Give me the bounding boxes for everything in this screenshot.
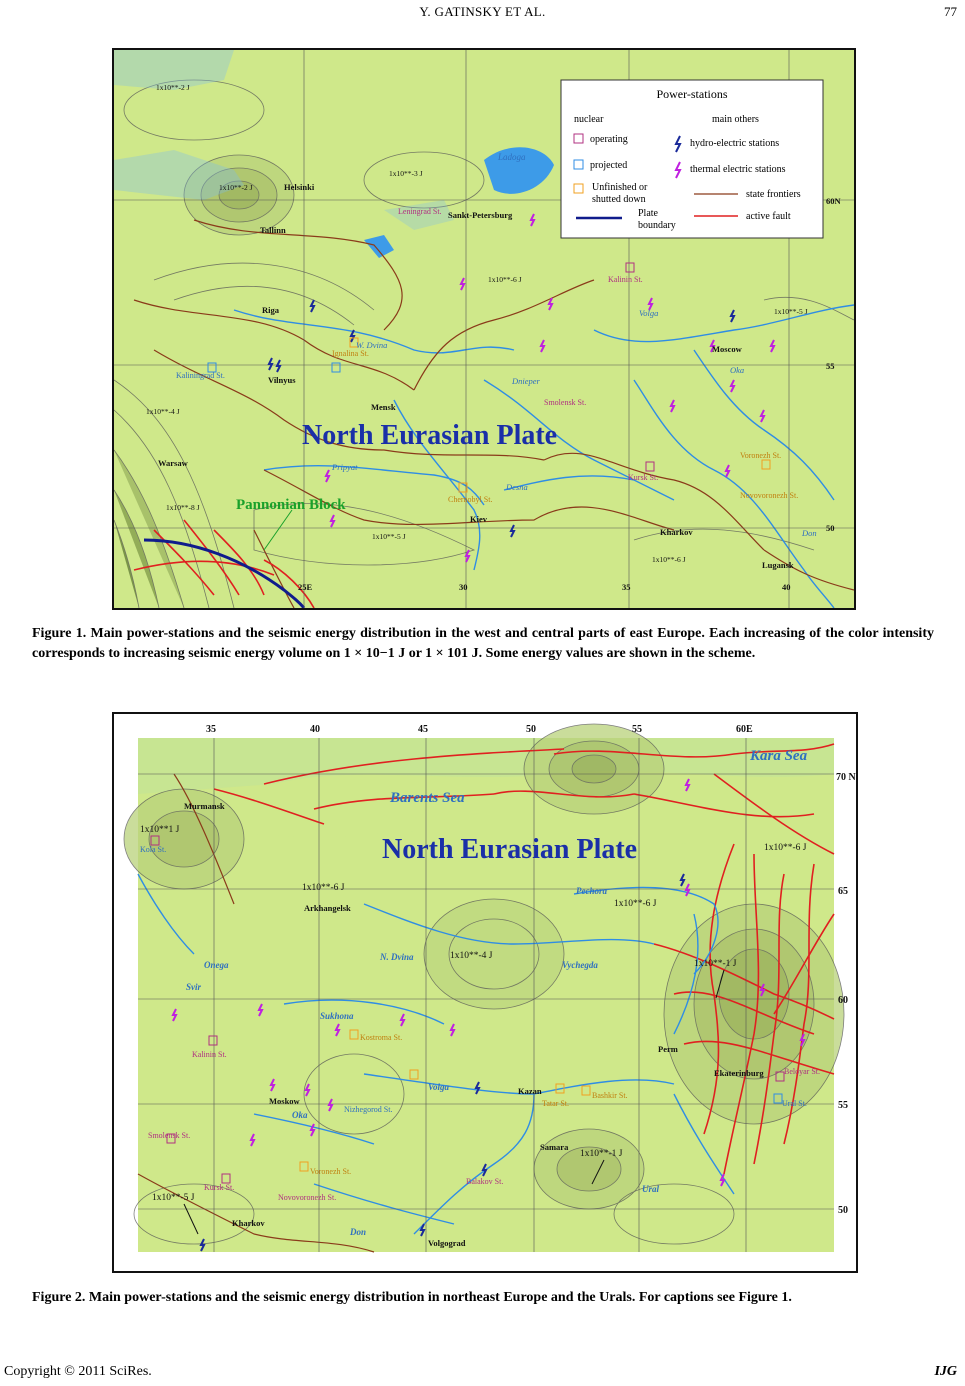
city-kazan: Kazan (518, 1086, 542, 1096)
city-tallinn: Tallinn (260, 225, 286, 235)
legend-plate: Plate (638, 208, 658, 219)
lon-tick: 60E (736, 724, 753, 735)
river-oka: Oka (292, 1110, 308, 1120)
energy-label: 1x10**-8 J (166, 503, 200, 512)
lat-tick: 55 (838, 1100, 848, 1111)
energy-label: 1x10**-6 J (614, 899, 657, 909)
river-oka: Oka (730, 365, 745, 375)
energy-label: 1x10**-5 J (372, 532, 406, 541)
energy-label: 1x10**-4 J (450, 951, 493, 961)
figure-1-map (112, 48, 856, 610)
copyright: Copyright © 2011 SciRes. (4, 1364, 152, 1379)
river-pechora: Pechora (576, 886, 607, 896)
station-ural: Ural St. (782, 1099, 807, 1108)
river-onega: Onega (204, 960, 229, 970)
block-label: Pannonian Block (236, 497, 346, 513)
energy-label: 1x10**-6 J (652, 555, 686, 564)
legend-operating: operating (590, 134, 628, 145)
city-moskow: Moskow (269, 1096, 300, 1106)
energy-label: 1x10**1 J (140, 825, 180, 835)
page-footer (0, 1360, 965, 1380)
city-saint-petersburg: Sankt-Petersburg (448, 210, 513, 220)
journal-abbrev: IJG (934, 1364, 957, 1379)
legend-fault: active fault (746, 211, 791, 222)
page-number: 77 (944, 4, 957, 19)
energy-label: 1x10**-5 J (774, 307, 808, 316)
city-kiev: Kiev (470, 514, 487, 524)
station-voronezh: Voronezh St. (310, 1167, 352, 1176)
plate-label: North Eurasian Plate (382, 834, 638, 865)
river-volga: Volga (639, 308, 659, 318)
station-tatar: Tatar St. (542, 1099, 569, 1108)
lake-ladoga-label: Ladoga (498, 152, 526, 162)
lat-tick: 50 (826, 523, 835, 533)
station-kaliningrad: Kaliningrad St. (176, 371, 225, 380)
figure-1-svg (114, 50, 854, 608)
sea-kara: Kara Sea (750, 748, 808, 764)
lon-tick: 35 (622, 582, 631, 592)
city-kharkov: Kharkov (660, 527, 693, 537)
station-kostroma: Kostroma St. (360, 1033, 403, 1042)
legend-boundary: boundary (638, 220, 676, 231)
figure-2-map (112, 712, 858, 1273)
station-kalinin: Kalinin St. (608, 275, 643, 284)
city-volgograd: Volgograd (428, 1238, 466, 1248)
river-ural: Ural (642, 1184, 660, 1194)
legend-unfinished: Unfinished or (592, 182, 648, 193)
figure-2-caption: Figure 2. Main power-stations and the seismic energy distribution in northeast Europe and the Urals. For captions see Figure 1. (32, 1290, 792, 1305)
river-sukhona: Sukhona (320, 1011, 354, 1021)
city-perm: Perm (658, 1044, 678, 1054)
river-don: Don (350, 1227, 367, 1237)
city-mensk: Mensk (371, 402, 396, 412)
figure-1-caption: Figure 1. Main power-stations and the seismic energy distribution in the west and central parts of east Europe. Each increasing of the color intensity corresponds to increasing seismic energy volume on 1 × 10−1 J or 1 × 101 J. Some energy values are shown in the scheme. (32, 626, 934, 661)
station-chernobyl: Chernobyl St. (448, 495, 493, 504)
station-smolensk: Smolensk St. (148, 1131, 191, 1140)
station-leningrad: Leningrad St. (398, 207, 442, 216)
city-warsaw: Warsaw (158, 458, 188, 468)
river-don: Don (802, 528, 817, 538)
river-volga: Volga (428, 1082, 450, 1092)
energy-label: 1x10**-4 J (146, 407, 180, 416)
city-ekaterinburg: Ekaterinburg (714, 1068, 764, 1078)
city-helsinki: Helsinki (284, 182, 315, 192)
station-kursk: Kursk St. (628, 473, 659, 482)
plate-label: North Eurasian Plate (302, 420, 558, 451)
legend-nuclear: nuclear (574, 114, 604, 125)
lon-tick: 30 (459, 582, 468, 592)
legend-main-others: main others (712, 114, 759, 125)
energy-label: 1x10**-5 J (152, 1193, 195, 1203)
legend-projected: projected (590, 160, 628, 171)
lon-tick: 35 (206, 724, 216, 735)
legend-hydro: hydro-electric stations (690, 138, 780, 149)
legend-frontiers: state frontiers (746, 189, 801, 200)
lat-tick: 50 (838, 1205, 848, 1216)
energy-label: 1x10**-1 J (694, 959, 737, 969)
river-n-dvina: N. Dvina (380, 952, 414, 962)
city-lugansk: Lugansk (762, 560, 794, 570)
lat-tick: 70 N (836, 772, 856, 783)
energy-label: 1x10**-2 J (219, 183, 253, 192)
station-novovoronezh: Novovoronezh St. (278, 1193, 337, 1202)
city-arkhangelsk: Arkhangelsk (304, 903, 351, 913)
sea-barents: Barents Sea (390, 790, 465, 806)
lon-tick: 50 (526, 724, 536, 735)
river-svir: Svir (186, 982, 202, 992)
lat-tick: 60 (838, 995, 848, 1006)
river-dnieper: Dnieper (512, 376, 540, 386)
legend-title: Power-stations (656, 87, 728, 101)
river-vychegda: Vychegda (562, 960, 598, 970)
city-vilnyus: Vilnyus (268, 375, 296, 385)
city-moscow: Moscow (712, 344, 742, 354)
station-ignalina: Ignalina St. (332, 349, 369, 358)
station-smolensk: Smolensk St. (544, 398, 587, 407)
lat-tick: 55 (826, 361, 835, 371)
station-balakov: Balakov St. (466, 1177, 504, 1186)
lon-tick: 40 (782, 582, 791, 592)
legend (561, 80, 823, 238)
page-header (0, 4, 965, 24)
station-kola: Kola St. (140, 845, 167, 854)
station-kalinin: Kalinin St. (192, 1050, 227, 1059)
legend-thermal: thermal electric stations (690, 164, 786, 175)
lat-tick: 60N (826, 196, 841, 206)
station-voronezh: Voronezh St. (740, 451, 782, 460)
lon-tick: 45 (418, 724, 428, 735)
city-riga: Riga (262, 305, 279, 315)
station-beloyar: Beloyar St. (784, 1067, 820, 1076)
energy-label: 1x10**-1 J (580, 1149, 623, 1159)
river-pripyat: Pripyat (332, 462, 358, 472)
energy-label: 1x10**-2 J (156, 83, 190, 92)
energy-label: 1x10**-6 J (488, 275, 522, 284)
city-samara: Samara (540, 1142, 569, 1152)
station-novovoronezh: Novovoronezh St. (740, 491, 799, 500)
city-kharkov: Kharkov (232, 1218, 265, 1228)
lon-tick: 55 (632, 724, 642, 735)
energy-label: 1x10**-3 J (389, 169, 423, 178)
figure-2-svg (114, 714, 856, 1271)
station-bashkir: Bashkir St. (592, 1091, 628, 1100)
lat-tick: 65 (838, 886, 848, 897)
energy-label: 1x10**-6 J (302, 883, 345, 893)
station-nizhegorod: Nizhegorod St. (344, 1105, 393, 1114)
river-desna: Desna (506, 482, 528, 492)
energy-label: 1x10**-6 J (764, 843, 807, 853)
river-w-dvina: W. Dvina (356, 340, 388, 350)
legend-shutted: shutted down (592, 194, 646, 205)
running-head: Y. GATINSKY ET AL. (419, 4, 546, 19)
lon-tick: 40 (310, 724, 320, 735)
city-murmansk: Murmansk (184, 801, 225, 811)
lon-tick: 25E (298, 582, 313, 592)
station-kursk: Kursk St. (204, 1183, 235, 1192)
